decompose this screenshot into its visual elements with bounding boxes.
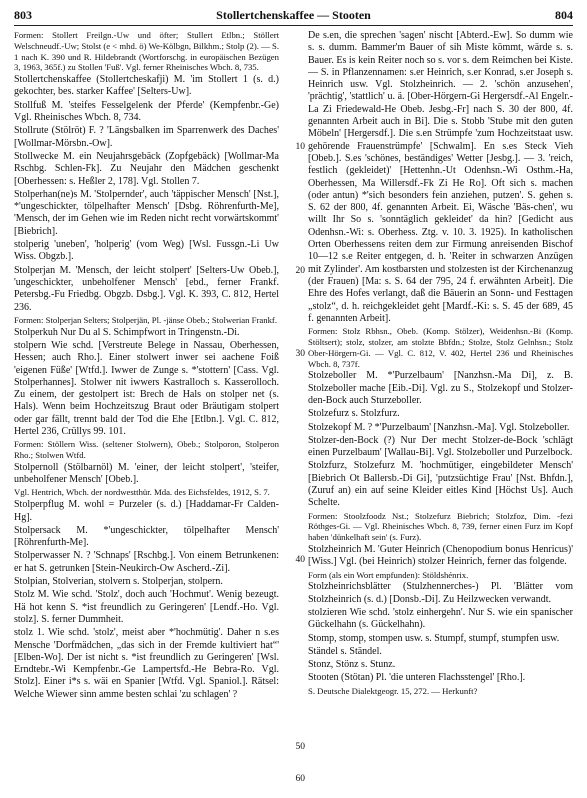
entry-note: Formen: Stolz Rbhsn., Obeb. (Komp. Stölzer), Weidenhsn.-Bi (Komp. Stöltsert); stolz, stolzer, am stolzte Bbfdn.; Stolze, Stolz Gelnhsn.; Stolz Ober-Hörgern-Gi. — Vgl. C. 812, V. 402, Hertel 236 und Rheinisches Wbch. 8, 737f.: [308, 326, 573, 369]
dictionary-entry: Stolzefurz s. Stolzfurz.: [308, 408, 400, 420]
left-column: [14, 30, 279, 790]
dictionary-entry: Stolzfurz, Stolzefurz M. 'hochmütiger, eingebildeter Mensch' [Biebrich Ot Ballersb.-Di Gi], 'putzsüchtige Frau' [Nst. Bhfdn.], (Zuruf an) ein auf seine Kleider eitles Kind [Höchst Us]. Auch Schelte.: [308, 460, 573, 509]
dictionary-entry: De s.en, die sprechen 'sagen' nischt [Abterd.-Ew]. So dumm wie s. s. dumm. Bammer'm Bauer of sih Miste kömmt, wärde s. s. Bauer. Es is kein Reiter noch so s. vor s. dem Reimchen bei Kiste. — S. in Pflanzennamen: s.er Heinrich, s.er Konrad, s.er Joseph s. Heinrich usw. Vgl. Stolzheinrich. — 2. 'schön anzusehen', 'prächtig', 'stattlich' u. ä. [Ober-Hörgern-Gi Hergersdf.-Al Engelr.-La Zi Friedewald-He Obeb. Jesbg.-Fr] nach S. 30 der 800, 4f. genannten Arbeit auch in Bi]. Die s. Stobb 'Stube mit den guten Möbeln' [Hergersdf.]. Die s.en Strümpfe 'zum Hochzeitstaat usw. gehörende Frauenstrümpfe' [Schwalm]. En s.es Steck Vieh [Obeb.]. S.es 'schönes, beständiges' Wetter [Jesbg.]. — 3. 'reich, festlich (gekleidet)' [Hettenhn.-Ut Odenhsn.-Wi Osthm.-Ha, Oberhessen, Ma Willersdf.-Fk Zi He Ro]. Oft sich s. machen (oder antun) *'sich besonders fein anziehen, putzen'. S. gehen s. S. 62 der 800, 4f. genannten Arbeit. Ei, Wäsche 'Bäs-chen', wu willt Ihr So s. 'sonntäglich gekleidet' da hin? [Gedicht aus Odenhsn.-Wi: s. Oberhess. Ztg. v. 10. 3. 1925). In katholischen Orten Oberhessens reiten dem zur Firmung anreisenden Bischof 10—12 s.e Reiter entgegen, d. h. 'Reiter in schwarzen Anzügen mit Zylinder'. Am kostbarsten und stolzesten ist der Kirchenanzug (der Frauen) [Ma: s. S. 64 der 795, 24 f. erwähnten Arbeit]. Die Ehre des Hofes verlangt, daß die Bäuerin an Sonn- und Festtagen „stolz“, d. h. reichgekleidet geht [Mardf.-Ki: s. S. 45 der 689, 45 f. genannten Arbeit].: [308, 30, 573, 324]
dictionary-entry: Stolzekopf M. ? *'Purzelbaum' [Nanzhsn.-Ma]. Vgl. Stolzeboller.: [308, 421, 570, 433]
line-number-margin: [285, 0, 305, 798]
dictionary-entry: Stolpian, Stolverian, stolvern s. Stolperjan, stolpern.: [14, 576, 223, 588]
dictionary-entry: Stollrute (Stölröt) F. ? 'Längsbalken im Sparrenwerk des Daches' [Wollmar-Mörsbn.-Ow].: [14, 125, 279, 149]
dictionary-entry: Stollfuß M. 'steifes Fesselgelenk der Pferde' (Kempfenbr.-Ge) Vgl. Rheinisches Wbch. 8, 734.: [14, 99, 279, 124]
dictionary-entry: Stolzer-den-Bock (?) Nur Der mecht Stolzer-de-Bock 'schlägt einen Purzelbaum' [Wallau-Bi]. Vgl. Stolzeboller und Purzelbock.: [308, 434, 573, 459]
dictionary-entry: Stonz, Stönz s. Stunz.: [308, 659, 396, 671]
page-number-left: 803: [14, 8, 32, 22]
line-number: 40: [295, 555, 305, 565]
dictionary-entry: Stolpernoll (Stölbarnöl) M. 'einer, der leicht stolpert', 'steifer, unbeholfener Mensch' [Obeb.].: [14, 461, 279, 486]
dictionary-entry: Stollwecke M. ein Neujahrsgebäck (Zopfgebäck) [Wollmar-Ma Rschbg. Schlen-Fk]. Zu Neujahr den Mädchen geschenkt [Oberhessen: s. Heßler 2, 178]. Vgl. Stollen 7.: [14, 150, 279, 187]
line-number: 30: [295, 349, 305, 359]
entry-note: Formen: Stoolzfoodz Nst.; Stolzefurz Biebrich; Stolzfoz, Dim. -fezi Röthges-Gi. — Vgl. Rheinisches Wbch. 8, 739, ferner einen Furz im Kopf haben 'dünkelhaft sein' (s. Furz).: [308, 510, 573, 543]
dictionary-entry: Stolperkuh Nur Du al S. Schimpfwort in Tringenstn.-Di.: [14, 326, 240, 338]
page-number-right: 804: [555, 8, 573, 22]
dictionary-entry: stolzieren Wie schd. 'stolz einhergehn'. Nur S. wie ein spanischer Gückelhahn (s. Gückelhahn).: [308, 606, 573, 631]
entry-note: Formen: Stöllern Wiss. (seltener Stolwern), Obeb.; Stolporon, Stolperon Rho.; Stolwen Wtfd.: [14, 439, 279, 461]
entry-note: Formen: Stollert Freilgn.-Uw und öfter; Stullert Etlbn.; Stöllert Welschneudf.-Uw; Stolst (e < mhd. ö) We-Kölbgn, Bilkhm.; Stolp (2). — S. 1 nach K. 390 und R. Hildebrandt (Wortforschg. in europäischen Bezügen 3, 1963, 365f.) zu Stollen 'Fuß'. Vgl. ferner Rheinisches Wbch. 8, 735.: [14, 30, 279, 73]
line-number: 10: [295, 142, 305, 152]
entry-note: Form (als ein Wort empfunden): Stöldshénrix.: [308, 569, 469, 580]
dictionary-entry: Stolzheinrichsblätter (Stulzhennerches-) Pl. 'Blätter vom Stolzheinrich (s. d.) [Donsb.-Di]. Zu Heilzwecken verwandt.: [308, 581, 573, 605]
line-number: 50: [295, 742, 305, 752]
dictionary-entry: Stomp, stomp, stompen usw. s. Stumpf, stumpf, stumpfen usw.: [308, 632, 560, 644]
dictionary-entry: Ständel s. Ständel.: [308, 645, 382, 657]
dictionary-entry: Stolz M. Wie schd. 'Stolz', doch auch 'Hochmut'. Wenig bezeugt. Hä hot kenn S. *ist freundlich zu Geringeren' [Lendf.-Ho. Vgl. stolz]. S. ferner Dummheit.: [14, 589, 279, 625]
dictionary-entry: Stolperjan M. 'Mensch, der leicht stolpert' [Selters-Uw Obeb.], 'ungeschickter, unbeholfener Mensch' [ebd., ferner Frankf. Petersbg.-Fu Friedbg. Obgzb. Dsbg.]. Vgl. K. 393, C. 812, Hertel 236.: [14, 264, 279, 313]
right-column: [308, 30, 573, 790]
dictionary-entry: Stolpersack M. *'ungeschickter, tölpelhafter Mensch' [Röhrenfurth-Me].: [14, 524, 279, 549]
dictionary-entry: Stolperpflug M. wohl = Purzeler (s. d.) [Haddamar-Fr Calden-Hg].: [14, 499, 279, 523]
dictionary-entry: Stolzheinrich M. 'Guter Heinrich (Chenopodium bonus Henricus)' [Wiss.] Vgl. (bei Heinrich) stolzer Heinrich, ferner das folgende.: [308, 543, 573, 568]
dictionary-entry: stolperig 'uneben', 'holperig' (vom Weg) [Wsl. Fussgn.-Li Uw Wiss. Obgzb.].: [14, 239, 279, 263]
dictionary-entry: stolz 1. Wie schd. 'stolz', meist aber *'hochmütig'. Daher n s.es Mensche 'Dorfmädchen, „das sich in der Fremde kultiviert hat“' [Elben-Wo]. Der ist nicht s. *ist freundlich zu Geringeren' [Wsl. Erndtebr.-Wi Kempfenbr.-Ge Lampertsfd.-He Bebra-Ro. Vgl. Stolz]. Einer i*s s. wäi en Spanier [Wtfd. Vgl. Spaniol.]. Rätsel: Welche Wiewer sinn amme besten schlai 'zu schlagen' ?: [14, 627, 279, 700]
dictionary-entry: Stolperwasser N. ? 'Schnaps' [Rschbg.]. Von einem Betrunkenen: er hat S. getrunken [Stein-Neukirch-Ow Ascherd.-Zi].: [14, 550, 279, 574]
running-title: Stollertchenskaffee — Stooten: [216, 8, 371, 22]
dictionary-entry: Stolperhan(ne)s M. 'Stolpernder', auch 'täppischer Mensch' [Nst.], *'ungeschickter, tölpelhafter Mensch' [Dsbg. Röhrenfurth-Me], 'Mensch, der im Gehen wie im Reden nicht recht vorwärtskommt' [Biebrich].: [14, 188, 279, 237]
line-number: 60: [295, 774, 305, 784]
dictionary-entry: Stollertchenskaffee (Stollertcheskafji) M. 'im Stollert 1 (s. d.) gekochter, bes. starker Kaffee' [Selters-Uw].: [14, 74, 279, 98]
entry-note: Vgl. Hentrich, Wbch. der nordwestthür. Mda. des Eichsfeldes, 1912, S. 7.: [14, 487, 270, 498]
dictionary-entry: Stolzeboller M. *'Purzelbaum' [Nanzhsn.-Ma Di], z. B. Stolzeboller mache [Eib.-Di]. Vgl. zu S., Stolzekopf und Stolzer-den-Bock auch Sturzeboller.: [308, 370, 573, 406]
dictionary-entry: stolpern Wie schd. [Verstreute Belege in Nassau, Oberhessen, Hessen; auch Rho.]. Einer stolwert inwer sei aachene Foiß 'eigenen Füße' [Wtfd.]. Iwwer de Zunge s. *'stottern' [Cass. Vgl. Stolperhannes]. Stolwer nit iwwers Kastralloch s. Kasserolloch. Zu einem, der gestolpert ist: Brech de Hals on stolper net (s. Hals). Wenn beim Hochzeitszug Braut oder Bräutigam stolpert oder gar fällt, trennt bald der Tod die Ehe [Etlbn.]. Vgl. C. 812, Hertel 236, Crüllys 99. 101.: [14, 339, 279, 437]
dictionary-entry: Stooten (Stötan) Pl. 'die unteren Flachsstengel' [Rho.].: [308, 672, 526, 684]
entry-note: Formen: Stolperjan Selters; Stolperjän, Pl. -jänse Obeb.; Stolwerian Frankf.: [14, 314, 277, 325]
line-number: 20: [295, 266, 305, 276]
entry-note: S. Deutsche Dialektgeogr. 15, 272. — Herkunft?: [308, 685, 478, 696]
